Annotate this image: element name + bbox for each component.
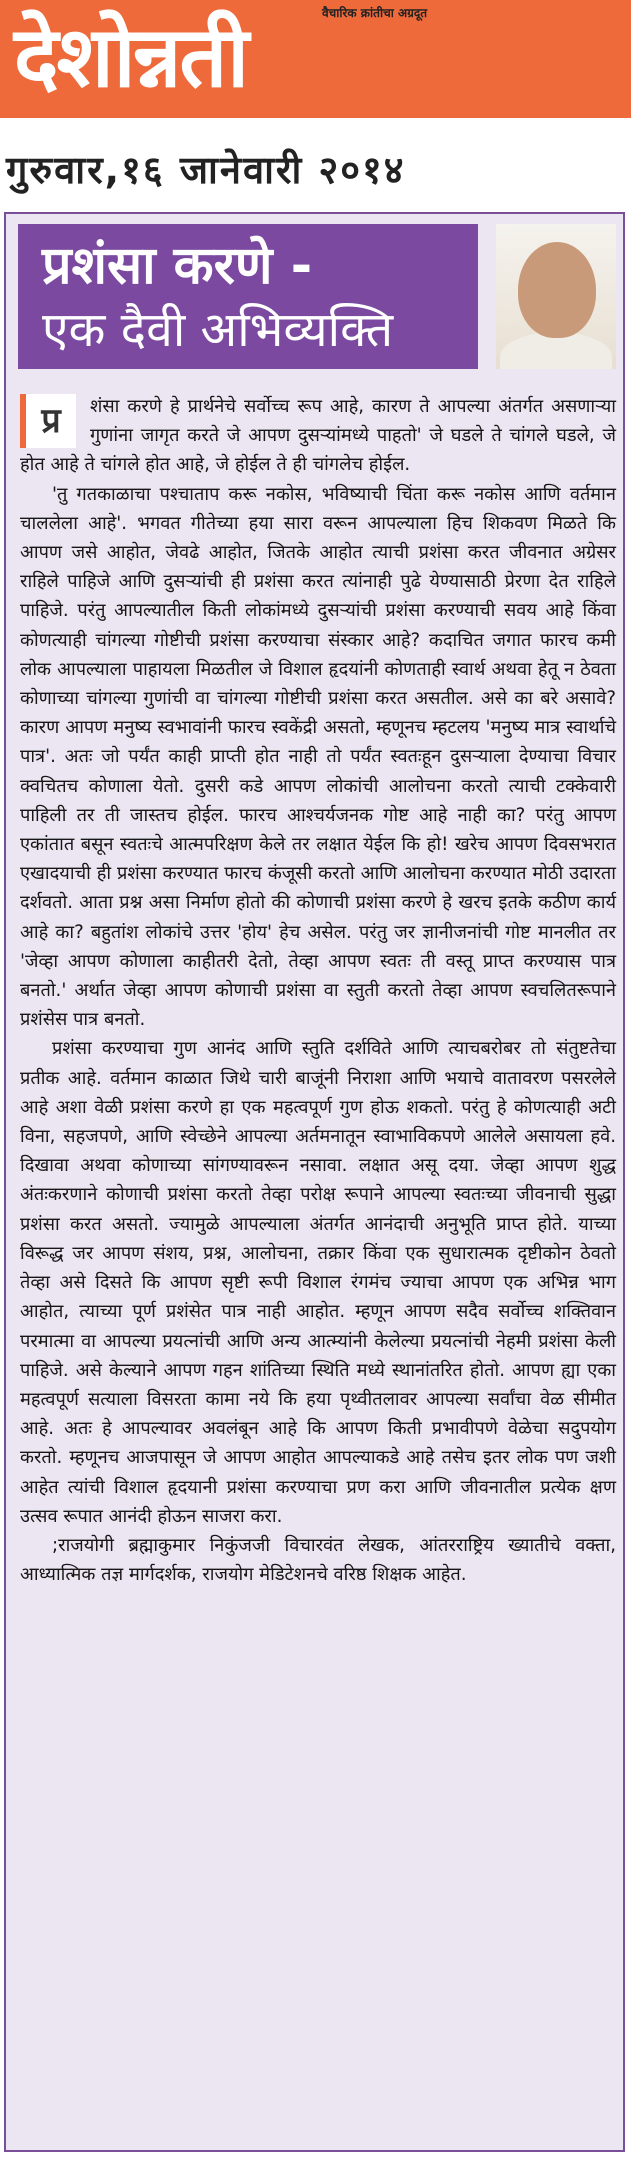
article-title-line-2: एक दैवी अभिव्यक्ति <box>42 302 394 358</box>
drop-cap: प्र <box>20 394 76 448</box>
article-paragraph-3: प्रशंसा करण्याचा गुण आनंद आणि स्तुति दर्शविते आणि त्याचबरोबर तो संतुष्टतेचा प्रतीक आहे. वर्तमान काळात जिथे चारी बाजूंनी निराशा आणि भयाचे वातावरण पसरलेले आहे अशा वेळी प्रशंसा करणे हा एक महत्वपूर्ण गुण होऊ शकतो. परंतु हे कोणत्याही अटी विना, सहजपणे, आणि स्वेच्छेने आपल्या अर्तमनातून स्वाभाविकपणे आलेले असायला हवे. दिखावा अथवा कोणाच्या सांगण्यावरून नसावा. लक्षात असू दया. जेव्हा आपण शुद्ध अंतःकरणाने कोणाची प्रशंसा करतो तेव्हा परोक्ष रूपाने आपल्या स्वतःच्या जीवनाची सुद्धा प्रशंसा करत असतो. ज्यामुळे आपल्याला अंतर्गत आनंदाची अनुभूति प्राप्त होते. याच्या विरूद्ध जर आपण संशय, प्रश्न, आलोचना, तक्रार किंवा एक सुधारात्मक दृष्टीकोन ठेवतो तेव्हा असे दिसते कि आपण सृष्टी रूपी विशाल रंगमंच ज्याचा आपण एक अभिन्न भाग आहोत, त्याच्या पूर्ण प्रशंसेत पात्र नाही आहोत. म्हणून आपण सदैव सर्वोच्च शक्तिवान परमात्मा वा आपल्या प्रयत्नांची आणि अन्य आत्म्यांनी केलेल्या प्रयत्नांची नेहमी प्रशंसा केली पाहिजे. असे केल्याने आपण गहन शांतिच्या स्थिति मध्ये स्थानांतरित होतो. आपण ह्या एका महत्वपूर्ण सत्याला विसरता कामा नये कि हया पृथ्वीतलावर आपल्या सर्वांचा वेळ सीमीत आहे. अतः हे आपल्यावर अवलंबून आहे कि आपण किती प्रभावीपणे वेळेचा सदुपयोग करतो. म्हणूनच आजपासून जे आपण आहोत आपल्याकडे आहे तसेच इतर लोक पण जशी आहेत त्यांची विशाल हृदयानी प्रशंसा करण्याचा प्रण करा आणि जीवनातील प्रत्येक क्षण उत्सव रूपात आनंदी होऊन साजरा करा. <box>20 1038 616 1527</box>
article-title-line-1: प्रशंसा करणे - <box>42 236 313 296</box>
edition-date: गुरुवार,१६ जानेवारी २०१४ <box>6 148 406 192</box>
paper-name: देशोन्नती <box>14 8 247 106</box>
author-photo <box>496 224 616 369</box>
author-photo-head <box>518 242 596 338</box>
article-paragraph-2: 'तु गतकाळाचा पश्चाताप करू नकोस, भविष्याची चिंता करू नकोस आणि वर्तमान चाललेला आहे'. भगवत गीतेच्या हया सारा वरून आपल्याला हिच शिकवण मिळते कि आपण जसे आहोत, जेवढे आहोत, जितके आहोत त्याची प्रशंसा करत जीवनात अग्रेसर राहिले पाहिजे आणि दुसऱ्यांची ही प्रशंसा करत त्यांनाही पुढे येण्यासाठी प्रेरणा देत राहिले पाहिजे. परंतु आपल्यातील किती लोकांमध्ये दुसऱ्यांची प्रशंसा करण्याची सवय आहे किंवा कोणत्याही चांगल्या गोष्टीची प्रशंसा करण्याचा संस्कार आहे? कदाचित जगात फारच कमी लोक आपल्याला पाहायला मिळतील जे विशाल हृदयांनी कोणताही स्वार्थ अथवा हेतू न ठेवता कोणाच्या चांगल्या गुणांची वा चांगल्या गोष्टीची प्रशंसा करत असतील. असे का बरे असावे? कारण आपण मनुष्य स्वभावांनी फारच स्वकेंद्री असतो, म्हणूनच म्हटलय 'मनुष्य मात्र स्वार्थाचे पात्र'. अतः जो पर्यंत काही प्राप्ती होत नाही तो पर्यंत स्वतःहून दुसऱ्याला देण्याचा विचार क्वचितच कोणाला येतो. दुसरी कडे आपण लोकांची आलोचना करतो त्याची टक्केवारी पाहिली तर ती जास्तच होईल. फारच आश्चर्यजनक गोष्ट आहे नाही का? परंतु आपण एकांतात बसून स्वतःचे आत्मपरिक्षण केले तर लक्षात येईल कि हो! खरेच आपण दिवसभरात एखादयाची ही प्रशंसा करण्यात फारच कंजूसी करतो आणि आलोचना करण्यात मोठी उदारता दर्शवतो. आता प्रश्न असा निर्माण होतो की कोणाची प्रशंसा करणे हे खरच इतके कठीण कार्य आहे का? बहुतांश लोकांचे उत्तर 'होय' हेच असेल. परंतु जर ज्ञानीजनांची गोष्ट मानलीत तर 'जेव्हा आपण कोणाला काहीतरी देतो, तेव्हा आपण स्वतः ती वस्तू प्राप्त करण्यास पात्र बनतो.' अर्थात जेव्हा आपण कोणाची प्रशंसा वा स्तुती करतो तेव्हा आपण स्वचलितरूपाने प्रशंसेस पात्र बनतो. <box>20 483 616 1031</box>
article <box>4 212 625 2152</box>
article-paragraph-1: प्र शंसा करणे हे प्रार्थनेचे सर्वोच्च रूप आहे, कारण ते आपल्या अंतर्गत असणाऱ्या गुणांना जागृत करते जे आपण दुसऱ्यांमध्ये पाहतो' जे घडले ते चांगले घडले, जे होत आहे ते चांगले होत आहे, जे होईल ते ही चांगलेच होईल. <box>20 396 616 476</box>
article-body <box>20 392 616 1589</box>
masthead <box>0 0 631 140</box>
article-title-box <box>18 224 478 369</box>
paper-tagline: वैचारिक क्रांतीचा अग्रदूत <box>322 6 428 20</box>
author-bio: ;राजयोगी ब्रह्माकुमार निकुंजजी विचारवंत लेखक, आंतरराष्ट्रिय ख्यातीचे वक्ता, आध्यात्मिक तज्ञ मार्गदर्शक, राजयोग मेडिटेशनचे वरिष्ठ शिक्षक आहेत. <box>20 1534 616 1586</box>
